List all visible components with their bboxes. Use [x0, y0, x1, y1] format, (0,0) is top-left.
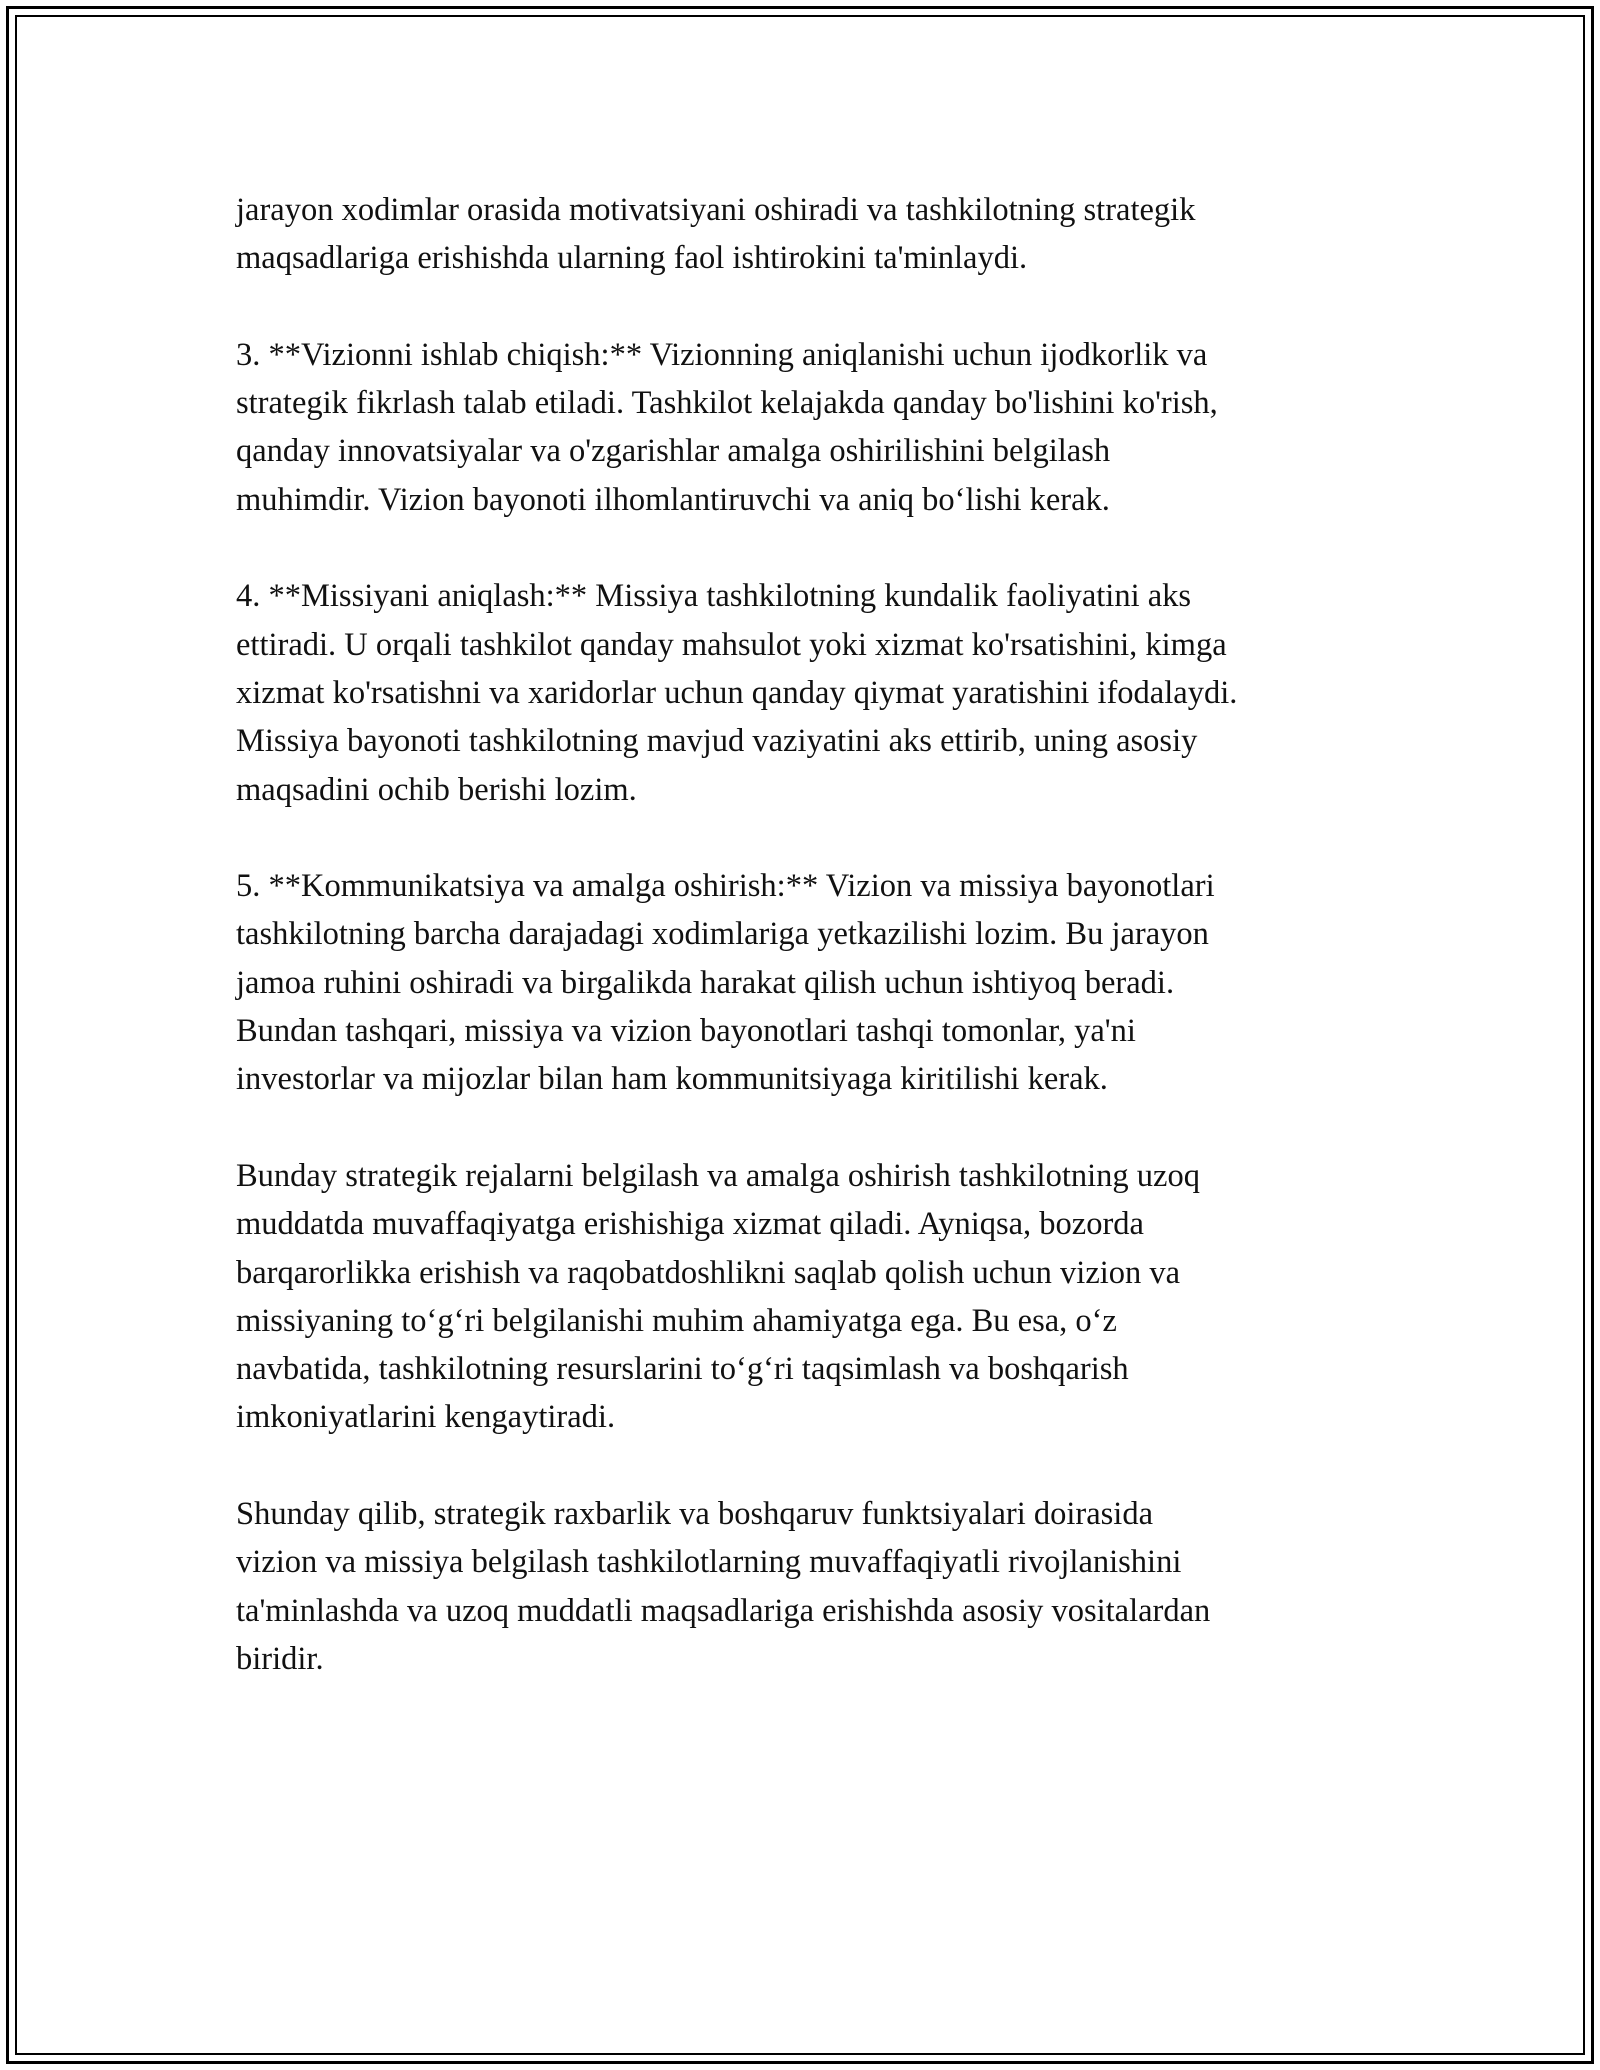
paragraph-conclusion: Shunday qilib, strategik raxbarlik va boshqaruv funktsiyalari doirasida vizion va missiya belgilash tashkilotlarning muvaffaqiyatli rivojlanishini ta'minlashda va uzoq muddatli maqsadlariga erishishda asosiy vositalardan biridir.: [236, 1496, 1211, 1677]
document-body: [236, 186, 1386, 1683]
paragraph-continuation: jarayon xodimlar orasida motivatsiyani oshiradi va tashkilotning strategik maqsadlariga erishishda ularning faol ishtirokini ta'minlaydi.: [236, 192, 1196, 277]
paragraph-strategic-plans: Bunday strategik rejalarni belgilash va amalga oshirish tashkilotning uzoq muddatda muvaffaqiyatga erishishiga xizmat qiladi. Ayniqsa, bozorda barqarorlikka erishish va raqobatdoshlikni saqlab qolish uchun vizion va missiyaning to‘g‘ri belgilanishi muhim ahamiyatga ega. Bu esa, o‘z navbatida, tashkilotning resurslarini to‘g‘ri taqsimlash va boshqarish imkoniyatlarini kengaytiradi.: [236, 1157, 1200, 1436]
paragraph-communication: 5. **Kommunikatsiya va amalga oshirish:** Vizion va missiya bayonotlari tashkilotning barcha darajadagi xodimlariga yetkazilishi lozim. Bu jarayon jamoa ruhini oshiradi va birgalikda harakat qilish uchun ishtiyoq beradi. Bundan tashqari, missiya va vizion bayonotlari tashqi tomonlar, ya'ni investorlar va mijozlar bilan ham kommunitsiyaga kiritilishi kerak.: [236, 868, 1215, 1098]
paragraph-mission-definition: 4. **Missiyani aniqlash:** Missiya tashkilotning kundalik faoliyatini aks ettiradi. U orqali tashkilot qanday mahsulot yoki xizmat ko'rsatishini, kimga xizmat ko'rsatishni va xaridorlar uchun qanday qiymat yaratishini ifodalaydi. Missiya bayonoti tashkilotning mavjud vaziyatini aks ettirib, uning asosiy maqsadini ochib berishi lozim.: [236, 578, 1238, 808]
paragraph-vision-development: 3. **Vizionni ishlab chiqish:** Vizionning aniqlanishi uchun ijodkorlik va strategik fikrlash talab etiladi. Tashkilot kelajakda qanday bo'lishini ko'rish, qanday innovatsiyalar va o'zgarishlar amalga oshirilishini belgilash muhimdir. Vizion bayonoti ilhomlantiruvchi va aniq bo‘lishi kerak.: [236, 336, 1218, 518]
